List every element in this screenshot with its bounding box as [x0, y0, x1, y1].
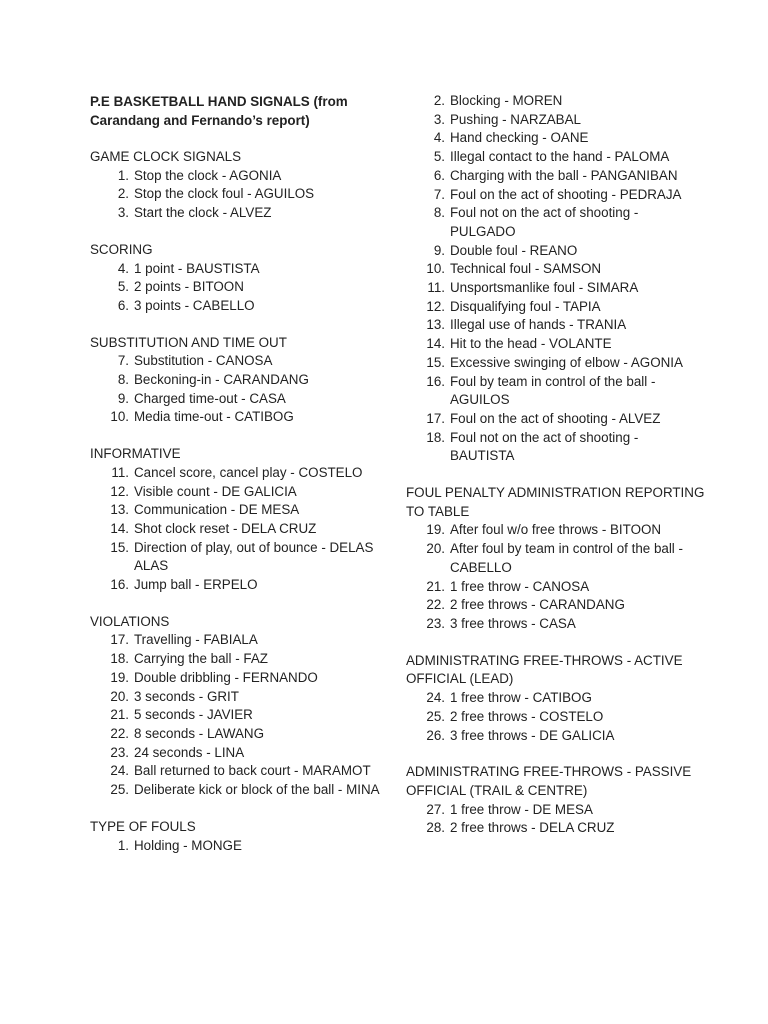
list-item — [406, 260, 706, 279]
item-text: Foul by team in control of the ball - AGUILOS — [450, 373, 656, 408]
list-item — [90, 371, 390, 390]
item-text: 2 points - BITOON — [134, 279, 244, 295]
item-text: Communication - DE MESA — [134, 502, 300, 518]
item-text: 3 points - CABELLO — [134, 297, 255, 313]
signal-list — [406, 689, 706, 745]
item-number: 1. — [117, 837, 129, 853]
list-item — [90, 408, 390, 427]
list-item — [406, 708, 706, 727]
list-item — [406, 298, 706, 317]
item-text: 1 free throw - CATIBOG — [450, 690, 592, 706]
item-number: 8. — [117, 372, 129, 388]
list-item — [406, 540, 706, 577]
right-sections — [406, 92, 706, 838]
item-number: 12. — [110, 483, 129, 499]
section — [90, 818, 390, 855]
item-text: 24 seconds - LINA — [134, 744, 245, 760]
item-number: 19. — [110, 669, 129, 685]
item-text: 8 seconds - LAWANG — [134, 725, 264, 741]
item-text: Shot clock reset - DELA CRUZ — [134, 520, 317, 536]
list-item — [90, 297, 390, 316]
list-item — [406, 373, 706, 410]
list-item — [406, 316, 706, 335]
item-text: Disqualifying foul - TAPIA — [450, 298, 601, 314]
item-text: Travelling - FABIALA — [134, 632, 258, 648]
item-text: Unsportsmanlike foul - SIMARA — [450, 280, 639, 296]
item-text: Deliberate kick or block of the ball - MINA — [134, 782, 380, 798]
list-item — [406, 148, 706, 167]
item-number: 25. — [110, 782, 129, 798]
section-heading: VIOLATIONS — [90, 613, 170, 629]
list-item — [90, 501, 390, 520]
item-number: 20. — [426, 541, 445, 557]
item-text: Double foul - REANO — [450, 242, 578, 258]
item-number: 2. — [433, 93, 445, 108]
signal-list — [90, 837, 390, 856]
item-number: 9. — [433, 242, 445, 258]
list-item — [90, 744, 390, 763]
item-text: Beckoning-in - CARANDANG — [134, 372, 309, 388]
list-item — [90, 483, 390, 502]
section-heading: INFORMATIVE — [90, 446, 181, 462]
item-number: 17. — [110, 632, 129, 648]
item-text: Foul on the act of shooting - ALVEZ — [450, 410, 661, 426]
item-number: 18. — [426, 429, 445, 445]
item-number: 16. — [110, 577, 129, 593]
item-text: Visible count - DE GALICIA — [134, 483, 297, 499]
item-text: Charging with the ball - PANGANIBAN — [450, 167, 678, 183]
right-column — [406, 92, 706, 856]
item-text: Ball returned to back court - MARAMOT — [134, 763, 371, 779]
item-text: Stop the clock - AGONIA — [134, 167, 282, 183]
item-number: 5. — [117, 279, 129, 295]
item-number: 22. — [110, 725, 129, 741]
section-heading: SCORING — [90, 241, 153, 257]
item-number: 4. — [433, 130, 445, 146]
section-heading: GAME CLOCK SIGNALS — [90, 149, 242, 164]
item-number: 18. — [110, 651, 129, 667]
item-number: 9. — [117, 390, 129, 406]
item-text: 5 seconds - JAVIER — [134, 707, 253, 723]
item-text: Holding - MONGE — [134, 837, 242, 853]
item-number: 7. — [433, 186, 445, 202]
item-number: 13. — [110, 502, 129, 518]
item-number: 13. — [426, 317, 445, 333]
item-number: 1. — [117, 167, 129, 183]
item-number: 24. — [110, 763, 129, 779]
item-text: 3 seconds - GRIT — [134, 688, 239, 704]
item-text: 1 point - BAUSTISTA — [134, 260, 260, 276]
left-column — [90, 92, 390, 873]
item-text: 1 free throw - DE MESA — [450, 801, 593, 817]
section — [90, 148, 390, 223]
section-heading: TYPE OF FOULS — [90, 818, 196, 834]
item-number: 5. — [433, 149, 445, 165]
signal-list — [90, 167, 390, 223]
list-item — [406, 578, 706, 597]
item-number: 2. — [117, 186, 129, 202]
item-text: 3 free throws - CASA — [450, 615, 576, 631]
list-item — [406, 129, 706, 148]
item-number: 21. — [426, 578, 445, 594]
signal-list — [90, 352, 390, 427]
item-number: 21. — [110, 707, 129, 723]
list-item — [90, 762, 390, 781]
item-text: Start the clock - ALVEZ — [134, 205, 272, 221]
list-item — [90, 390, 390, 409]
item-text: Carrying the ball - FAZ — [134, 651, 268, 667]
list-item — [90, 539, 390, 576]
list-item — [90, 260, 390, 279]
signal-list — [90, 631, 390, 799]
list-item — [90, 352, 390, 371]
item-number: 11. — [111, 464, 129, 480]
item-text: Excessive swinging of elbow - AGONIA — [450, 354, 683, 370]
item-text: 2 free throws - CARANDANG — [450, 597, 625, 613]
item-text: After foul by team in control of the ball - CABELLO — [450, 541, 683, 575]
item-text: Stop the clock foul - AGUILOS — [134, 186, 315, 202]
item-text: Substitution - CANOSA — [134, 353, 273, 369]
item-number: 7. — [117, 353, 129, 369]
item-text: 2 free throws - COSTELO — [450, 708, 604, 724]
list-item — [90, 185, 390, 204]
list-item — [90, 837, 390, 856]
list-item — [90, 520, 390, 539]
item-text: Media time-out - CATIBOG — [134, 409, 294, 425]
list-item — [406, 186, 706, 205]
signal-list — [406, 521, 706, 633]
item-number: 8. — [433, 205, 445, 221]
list-item — [90, 725, 390, 744]
item-text: Technical foul - SAMSON — [450, 261, 602, 277]
section — [90, 241, 390, 316]
section — [90, 334, 390, 428]
item-number: 22. — [426, 597, 445, 613]
item-text: Illegal use of hands - TRANIA — [450, 317, 627, 333]
item-number: 27. — [426, 801, 445, 817]
list-item — [406, 354, 706, 373]
item-number: 12. — [426, 298, 445, 314]
item-text: Double dribbling - FERNANDO — [134, 669, 318, 685]
list-item — [406, 92, 706, 111]
item-number: 6. — [117, 297, 129, 313]
list-item — [90, 278, 390, 297]
list-item — [406, 819, 706, 838]
list-item — [406, 801, 706, 820]
signal-list — [90, 260, 390, 316]
section — [406, 763, 706, 838]
list-item — [406, 279, 706, 298]
list-item — [406, 521, 706, 540]
list-item — [90, 706, 390, 725]
item-text: Illegal contact to the hand - PALOMA — [450, 149, 670, 165]
list-item — [406, 429, 706, 466]
item-number: 15. — [426, 354, 445, 370]
item-text: Cancel score, cancel play - COSTELO — [134, 464, 363, 480]
item-number: 15. — [110, 539, 129, 555]
list-item — [406, 242, 706, 261]
section-heading: SUBSTITUTION AND TIME OUT — [90, 334, 287, 350]
item-text: Foul on the act of shooting - PEDRAJA — [450, 186, 682, 202]
list-item — [406, 204, 706, 241]
item-text: After foul w/o free throws - BITOON — [450, 522, 662, 538]
list-item — [90, 167, 390, 186]
item-number: 23. — [110, 744, 129, 760]
item-text: Jump ball - ERPELO — [134, 577, 258, 593]
list-item — [406, 410, 706, 429]
item-number: 6. — [433, 167, 445, 183]
list-item — [406, 111, 706, 130]
item-number: 11. — [427, 280, 445, 296]
list-item — [406, 689, 706, 708]
item-number: 23. — [426, 615, 445, 631]
item-number: 17. — [426, 410, 445, 426]
section — [90, 613, 390, 800]
list-item — [90, 650, 390, 669]
item-number: 10. — [110, 409, 129, 425]
item-text: Foul not on the act of shooting - BAUTISTA — [450, 429, 639, 464]
document-title: P.E BASKETBALL HAND SIGNALS (from Carandang and Fernando’s report) — [90, 94, 348, 128]
signal-list — [90, 464, 390, 595]
item-text: Hand checking - OANE — [450, 130, 589, 146]
item-text: 3 free throws - DE GALICIA — [450, 727, 615, 743]
item-number: 20. — [110, 688, 129, 704]
item-text: Blocking - MOREN — [450, 93, 563, 108]
item-number: 4. — [117, 260, 129, 276]
section — [406, 484, 706, 634]
section — [406, 652, 706, 746]
item-number: 28. — [426, 820, 445, 836]
list-item — [406, 615, 706, 634]
list-item — [90, 576, 390, 595]
section — [406, 92, 706, 466]
item-text: Charged time-out - CASA — [134, 390, 286, 406]
item-number: 10. — [426, 261, 445, 277]
item-number: 25. — [426, 708, 445, 724]
item-number: 3. — [433, 111, 445, 127]
list-item — [406, 167, 706, 186]
list-item — [406, 727, 706, 746]
list-item — [406, 596, 706, 615]
section-heading: ADMINISTRATING FREE-THROWS - PASSIVE OFFICIAL (TRAIL & CENTRE) — [406, 764, 692, 798]
item-text: Pushing - NARZABAL — [450, 111, 581, 127]
section — [90, 445, 390, 595]
signal-list — [406, 92, 706, 466]
item-number: 14. — [426, 336, 445, 352]
item-text: 2 free throws - DELA CRUZ — [450, 820, 615, 836]
section-heading: ADMINISTRATING FREE-THROWS - ACTIVE OFFICIAL (LEAD) — [406, 652, 683, 687]
list-item — [90, 781, 390, 800]
list-item — [90, 204, 390, 223]
item-number: 24. — [426, 690, 445, 706]
list-item — [90, 631, 390, 650]
item-number: 19. — [426, 522, 445, 538]
list-item — [406, 335, 706, 354]
item-text: Foul not on the act of shooting - PULGADO — [450, 205, 639, 239]
list-item — [90, 688, 390, 707]
item-text: Hit to the head - VOLANTE — [450, 336, 612, 352]
item-number: 26. — [426, 727, 445, 743]
item-number: 14. — [110, 520, 129, 536]
item-text: 1 free throw - CANOSA — [450, 578, 590, 594]
list-item — [90, 464, 390, 483]
item-number: 3. — [117, 205, 129, 221]
left-sections — [90, 148, 390, 855]
list-item — [90, 669, 390, 688]
item-text: Direction of play, out of bounce - DELAS ALAS — [134, 539, 374, 574]
item-number: 16. — [426, 373, 445, 389]
signal-list — [406, 801, 706, 838]
section-heading: FOUL PENALTY ADMINISTRATION REPORTING TO TABLE — [406, 485, 705, 519]
